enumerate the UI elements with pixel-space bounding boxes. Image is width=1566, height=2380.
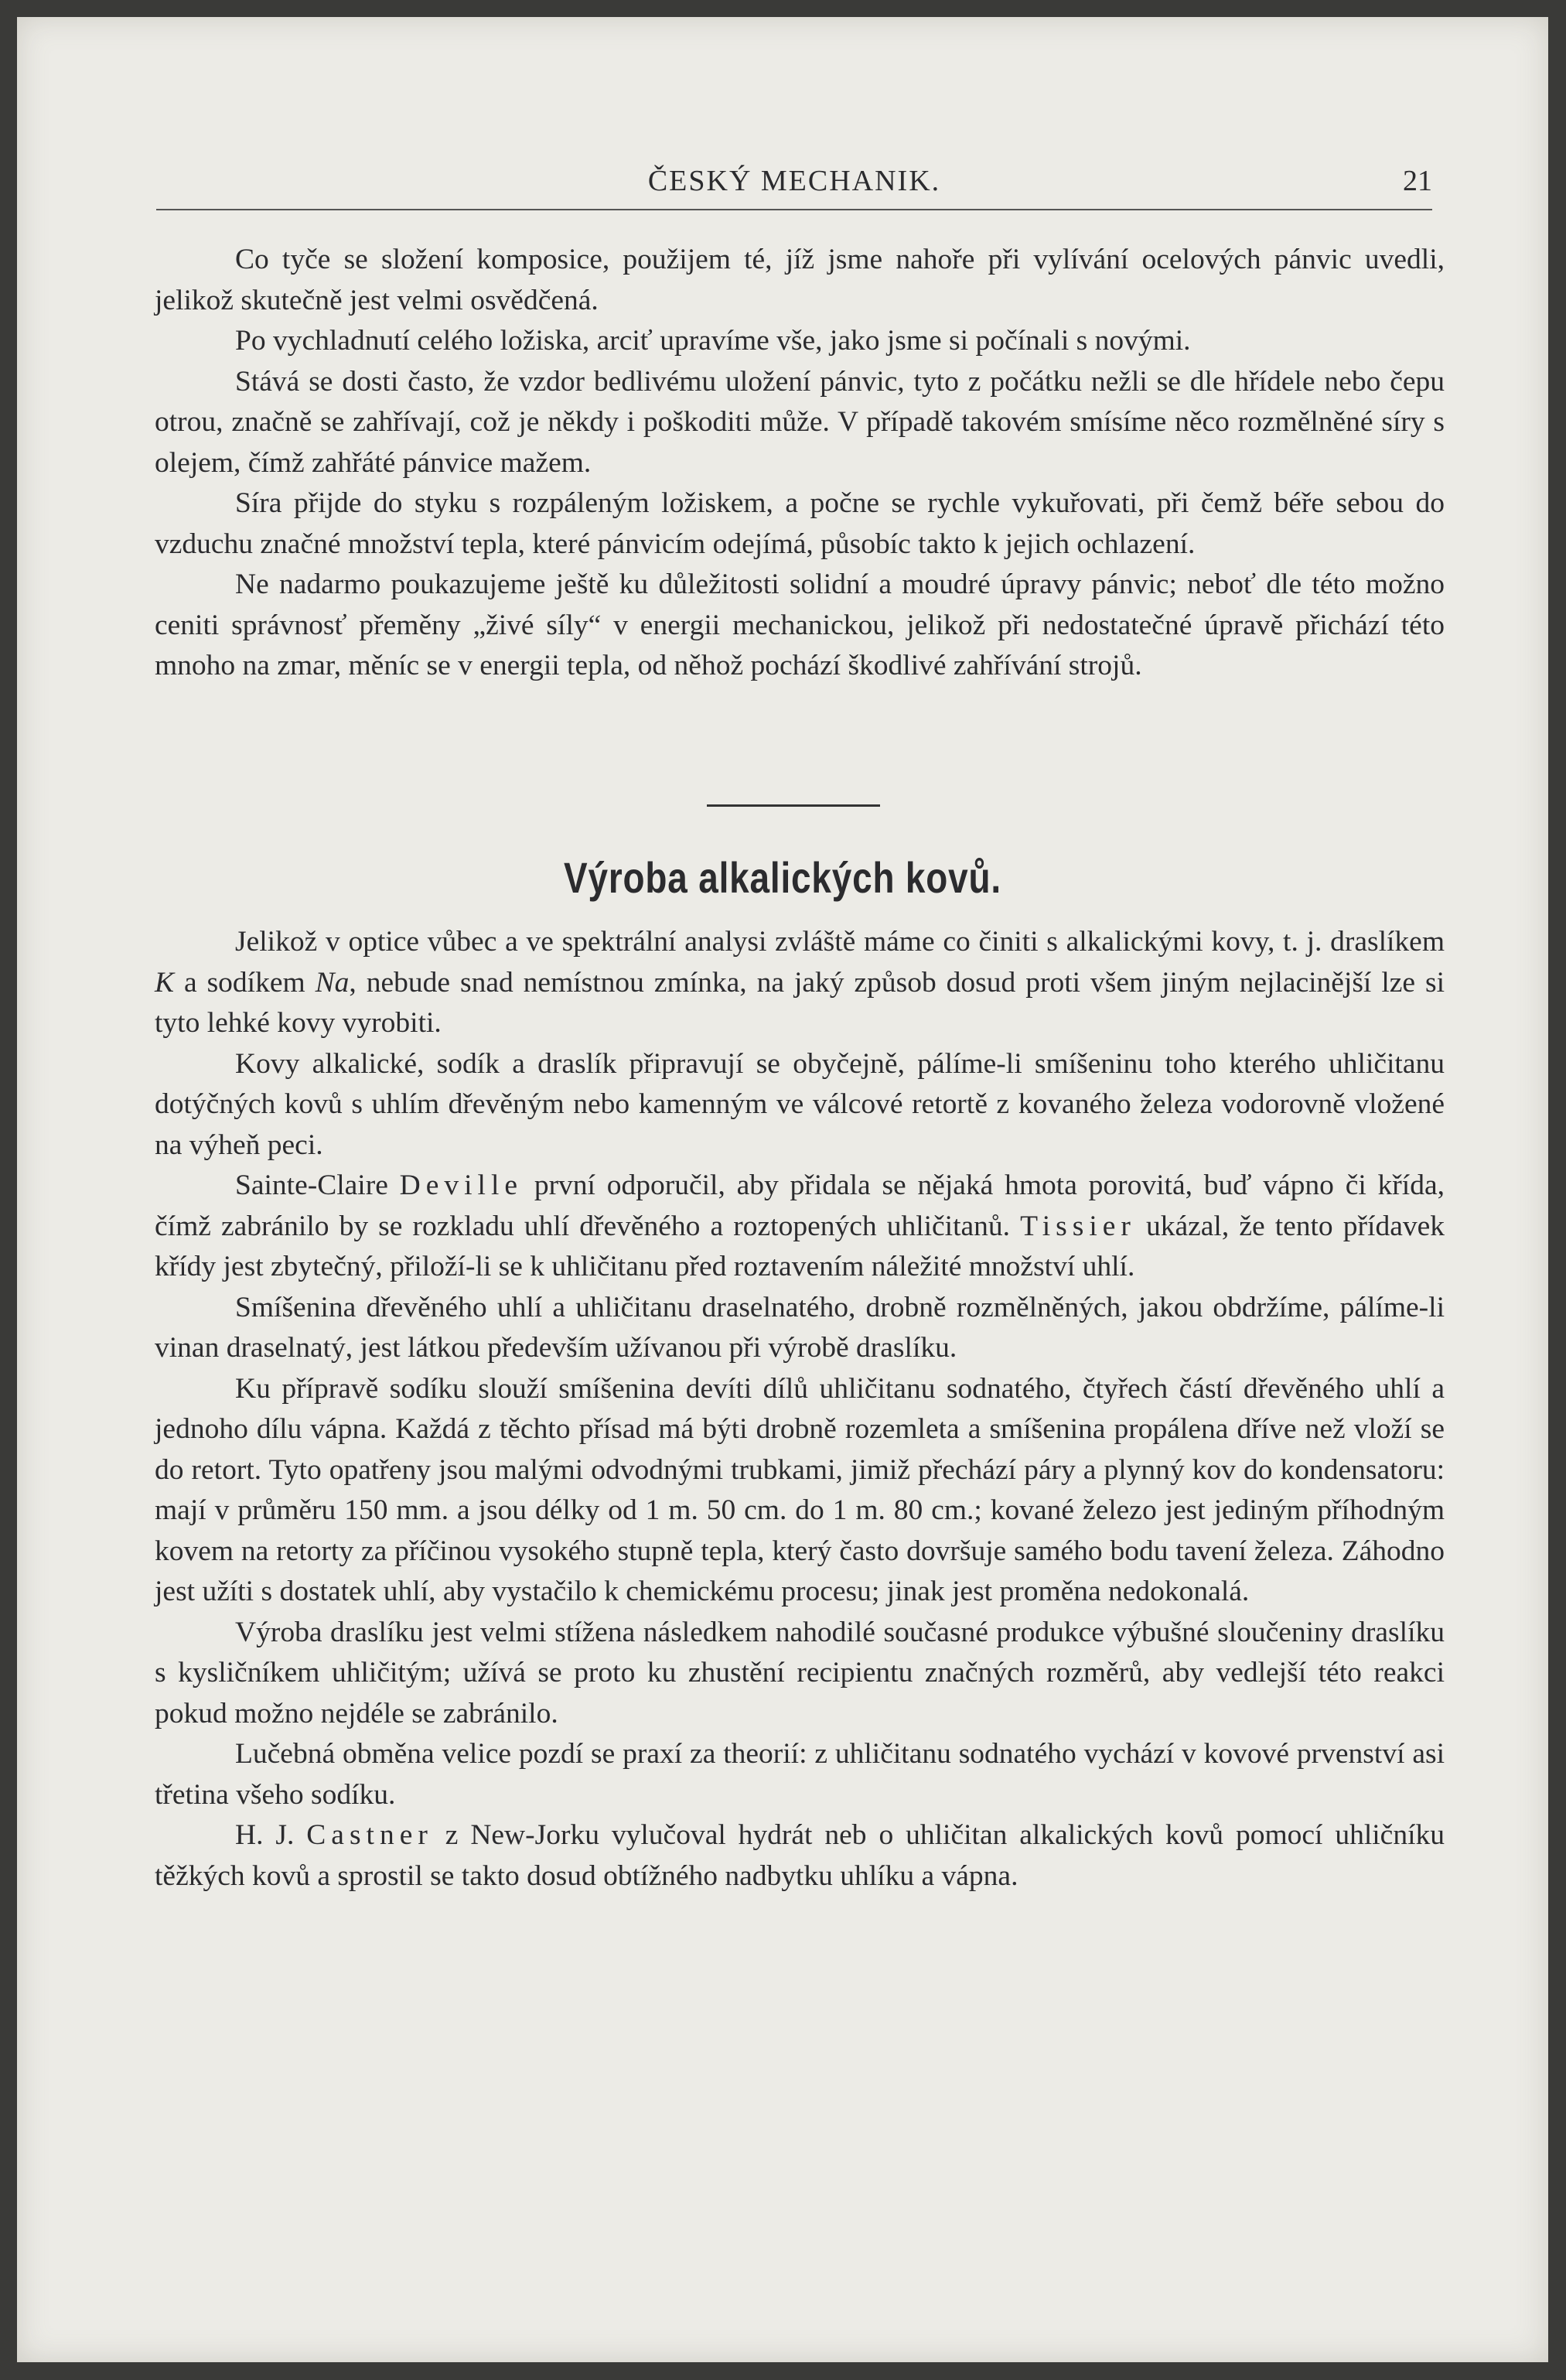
text-run: první odporučil, aby přidala se nějaká hmota porovitá, buď vápno či křída, čímž zabránilo by se rozkladu uhlí dřevěného a roztopených uhličitanů. <box>155 1170 1445 1242</box>
section1-body <box>155 240 1445 687</box>
text-run: Jelikož v optice vůbec a ve spektrální analysi zvláště máme co činiti s alkalickými kovy, t. j. draslíkem <box>235 926 1445 958</box>
running-title: ČESKÝ MECHANIK. <box>647 165 941 197</box>
page-number: 21 <box>1403 165 1432 197</box>
text-run: Sainte-Claire <box>235 1170 400 1201</box>
paragraph: Ne nadarmo poukazujeme ještě ku důležitosti solidní a moudré úpravy pánvic; neboť dle této možno ceniti správnosť přeměny „živé síly“ v energii mechanickou, jelikož při nedostatečné úpravě přichází této mnoho na zmar, měníc se v energii tepla, od něhož pochází škodlivé zahřívání strojů. <box>155 569 1445 681</box>
paragraph: Smíšenina dřevěného uhlí a uhličitanu draselnatého, drobně rozmělněných, jakou obdržíme, pálíme-li vinan draselnatý, jest látkou především užívanou při výrobě draslíku. <box>155 1291 1445 1364</box>
symbol-sodium: Na <box>315 966 350 999</box>
running-header <box>156 164 1432 203</box>
paragraph <box>155 1166 1445 1288</box>
text-run: ukázal, že tento přídavek křídy jest zbytečný, přiloží-li se k uhličitanu před roztavením náležité množství uhlí. <box>155 1210 1445 1282</box>
name-castner: Castner <box>306 1819 433 1851</box>
paragraph: Stává se dosti často, že vzdor bedlivému uložení pánvic, tyto z počátku nežli se dle hřídele nebo čepu otrou, značně se zahřívají, což je někdy i poškoditi může. V případě takovém smísíme něco rozmělněné síry s olejem, čímž zahřáté pánvice mažem. <box>155 365 1445 479</box>
header-rule <box>156 209 1432 210</box>
section-divider <box>707 804 880 807</box>
page <box>17 17 1548 2362</box>
text-run: H. J. <box>235 1819 307 1851</box>
paragraph <box>155 922 1445 1044</box>
paragraph: Výroba draslíku jest velmi stížena následkem nahodilé současné produkce výbušné sloučeniny draslíku s kysličníkem uhličitým; užívá se proto ku zhustění recipientu značných rozměrů, aby vedlejší této reakci pokud možno nejdéle se zabránilo. <box>155 1616 1445 1730</box>
name-tissier: Tissier <box>1020 1210 1136 1242</box>
section-heading: Výroba alkalických kovů. <box>564 853 1001 902</box>
text-run: , nebude snad nemístnou zmínka, na jaký způsob dosud proti všem jiným nejlacinější lze si tyto lehké kovy vyrobiti. <box>155 966 1445 1039</box>
text-run: a sodíkem <box>174 966 316 999</box>
paragraph: Lučebná obměna velice pozdí se praxí za theorií: z uhličitanu sodnatého vychází v kovové prvenství asi třetina všeho sodíku. <box>155 1738 1445 1811</box>
paragraph: Co tyče se složení komposice, použijem té, jíž jsme nahoře při vylívání ocelových pánvic uvedli, jelikož skutečně jest velmi osvědčená. <box>155 244 1445 316</box>
section2-body <box>155 922 1445 1897</box>
paragraph: Po vychladnutí celého ložiska, arciť upravíme vše, jako jsme si počínali s novými. <box>235 325 1191 357</box>
paragraph: Síra přijde do styku s rozpáleným ložiskem, a počne se rychle vykuřovati, při čemž béře sebou do vzduchu značné množství tepla, které pánvicím odejímá, působíc takto k jejich ochlazení. <box>155 487 1445 560</box>
paragraph <box>155 1815 1445 1897</box>
text-run: z New-Jorku vylučoval hydrát neb o uhličitan alkalických kovů pomocí uhličníku těžkých kovů a sprostil se takto dosud obtížného nadbytku uhlíku a vápna. <box>155 1819 1445 1892</box>
name-deville: Deville <box>399 1170 524 1201</box>
paragraph: Ku přípravě sodíku slouží smíšenina devíti dílů uhličitanu sodnatého, čtyřech částí dřevěného uhlí a jednoho dílu vápna. Každá z těchto přísad má býti drobně rozemleta a smíšenina propálena dříve než vloží se do retort. Tyto opatřeny jsou malými odvodnými trubkami, jimiž přechází páry a plynný kov do kondensatoru: mají v průměru 150 mm. a jsou délky od 1 m. 50 cm. do 1 m. 80 cm.; kované železo jest jediným příhodným kovem na retorty za příčinou vysokého stupně tepla, který často dovršuje samého bodu tavení železa. Záhodno jest užíti s dostatek uhlí, aby vystačilo k chemickému procesu; jinak jest proměna nedokonalá. <box>155 1372 1445 1607</box>
symbol-potassium: K <box>155 966 175 999</box>
paragraph: Kovy alkalické, sodík a draslík připravují se obyčejně, pálíme-li smíšeninu toho kterého uhličitanu dotýčných kovů s uhlím dřevěným nebo kamenným ve válcové retortě z kovaného železa vodorovně vložené na výheň peci. <box>155 1047 1445 1161</box>
